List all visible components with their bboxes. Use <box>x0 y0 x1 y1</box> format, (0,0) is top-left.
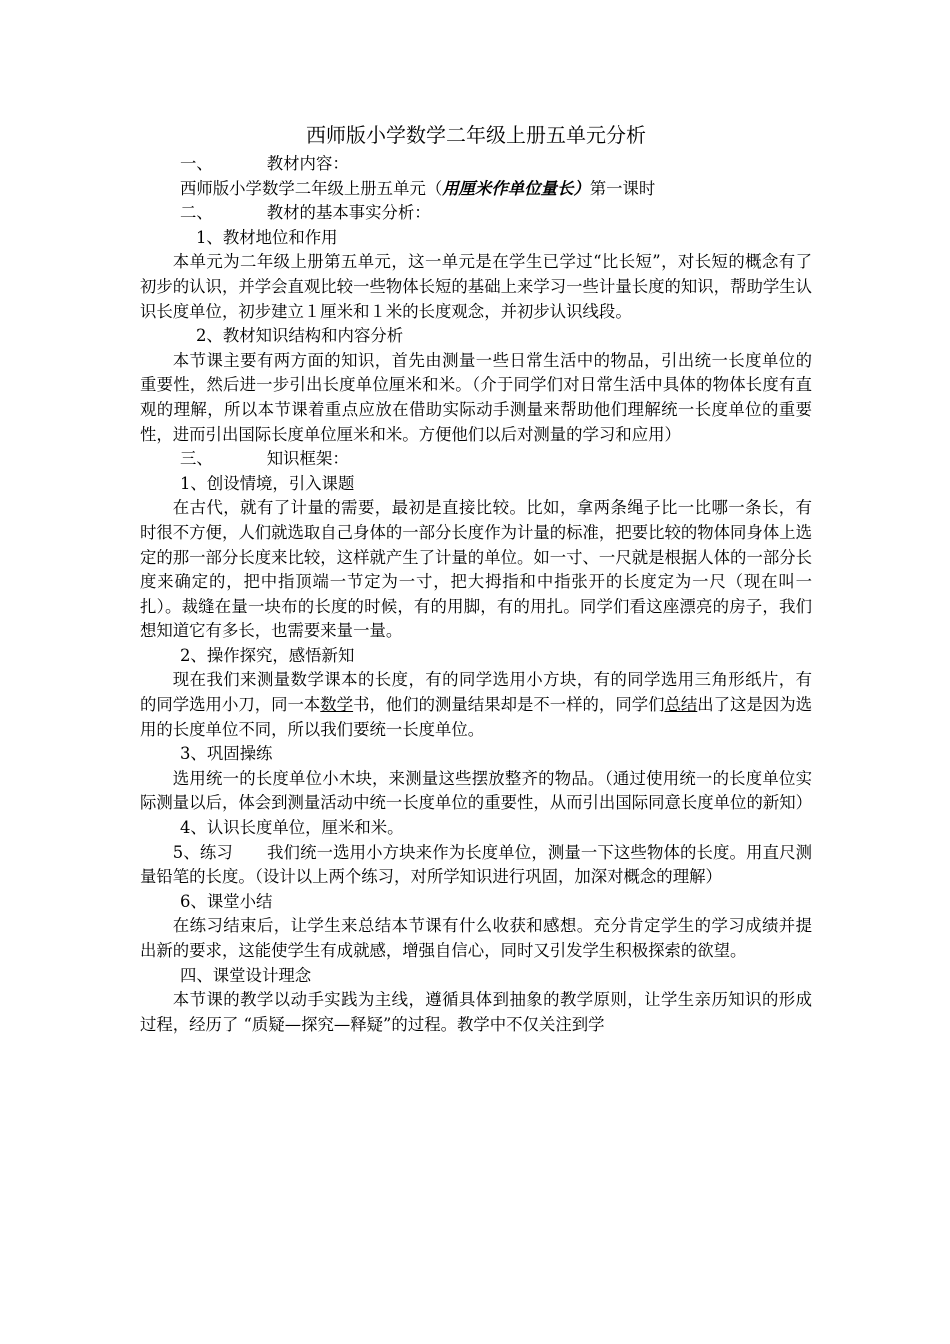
document-body <box>140 120 812 1037</box>
section-heading-4: 四、课堂设计理念 <box>180 965 312 985</box>
text-run: 出了这是因为选用的长度单位不同，所以我们要统一长度单位。 <box>140 695 813 739</box>
underlined-word: 总结 <box>664 695 698 715</box>
content-line-emphasis: 用厘米作单位量长） <box>442 178 590 198</box>
section-heading-3 <box>140 447 812 472</box>
content-line <box>140 177 812 202</box>
paragraph-exploration <box>140 668 812 742</box>
framework-item-2: 2、操作探究，感悟新知 <box>180 645 355 665</box>
section-heading-text: 知识框架： <box>266 449 349 469</box>
section-heading-text: 教材内容： <box>266 154 349 173</box>
paragraph-structure: 本节课主要有两方面的知识，首先由测量一些日常生活中的物品，引出统一长度单位的重要性，然后进一步引出长度单位厘米和米。（介于同学们对日常生活中具体的物体长度有直观的理解，所以本节课着重点应放在借助实际动手测量来帮助他们理解统一长度单位的重要性，进而引出国际长度单位厘米和米。方便他们以后对测量的学习和应用） <box>140 350 812 444</box>
paragraph-position: 本单元为二年级上册第五单元，这一单元是在学生已学过“比长短”，对长短的概念有了初步的认识，并学会直观比较一些物体长短的基础上来学习一些计量长度的知识，帮助学生认识长度单位，初步建立１厘米和１米的长度观念，并初步认识线段。 <box>140 252 813 321</box>
paragraph-practice: 选用统一的长度单位小木块，来测量这些摆放整齐的物品。（通过使用统一的长度单位实际测量以后，体会到测量活动中统一长度单位的重要性，从而引出国际同意长度单位的新知） <box>140 768 813 813</box>
exercise-text: 我们统一选用小方块来作为长度单位，测量一下这些物体的长度。用直尺测量铅笔的长度。（设计以上两个练习，对所学知识进行巩固，加深对概念的理解） <box>140 842 812 887</box>
subheading-1: 1、教材地位和作用 <box>196 227 338 247</box>
section-heading-1 <box>140 152 812 177</box>
paragraph-exercise <box>140 841 812 890</box>
section-heading-text: 教材的基本事实分析： <box>266 203 431 223</box>
content-line-post: 第一课时 <box>589 178 656 198</box>
framework-item-1: 1、创设情境，引入课题 <box>180 473 355 493</box>
framework-item-6: 6、课堂小结 <box>180 891 273 911</box>
paragraph-design-concept: 本节课的教学以动手实践为主线，遵循具体到抽象的教学原则，让学生亲历知识的形成过程，经历了 “质疑—探究—释疑”的过程。教学中不仅关注到学 <box>140 990 812 1034</box>
underlined-word: 数学 <box>320 695 354 715</box>
section-number: 三、 <box>180 449 213 469</box>
framework-item-4: 4、认识长度单位，厘米和米。 <box>180 818 404 838</box>
subheading-2: 2、教材知识结构和内容分析 <box>196 326 404 346</box>
section-number: 二、 <box>180 203 213 223</box>
paragraph-situation: 在古代，就有了计量的需要，最初是直接比较。比如，拿两条绳子比一比哪一条长，有时很不方便，人们就选取自己身体的一部分长度作为计量的标准，把要比较的物体同身体上选定的那一部分长度来比较，这样就产生了计量的单位。如一寸、一尺就是根据人体的一部分长度来确定的，把中指顶端一节定为一寸，把大拇指和中指张开的长度定为一尺（现在叫一扎）。裁缝在量一块布的长度的时候，有的用脚，有的用扎。同学们看这座漂亮的房子，我们想知道它有多长，也需要来量一量。 <box>140 498 813 641</box>
framework-item-3: 3、巩固操练 <box>180 744 273 764</box>
exercise-label: 5、练习 <box>172 842 233 862</box>
text-run: 书，他们的测量结果却是不一样的，同学们 <box>353 695 665 715</box>
paragraph-summary: 在练习结束后，让学生来总结本节课有什么收获和感想。充分肯定学生的学习成绩并提出新的要求，这能使学生有成就感，增强自信心，同时又引发学生积极探索的欲望。 <box>140 916 812 960</box>
section-number: 一、 <box>180 154 213 173</box>
document-title: 西师版小学数学二年级上册五单元分析 <box>306 123 646 147</box>
content-line-pre: 西师版小学数学二年级上册五单元（ <box>180 178 443 198</box>
text-run: 现在我们来测量数学课本的长度，有的同学选用小方块，有的同学选用三角形纸片，有的同学选用小刀，同一本 <box>140 670 812 715</box>
section-heading-2 <box>140 201 812 226</box>
